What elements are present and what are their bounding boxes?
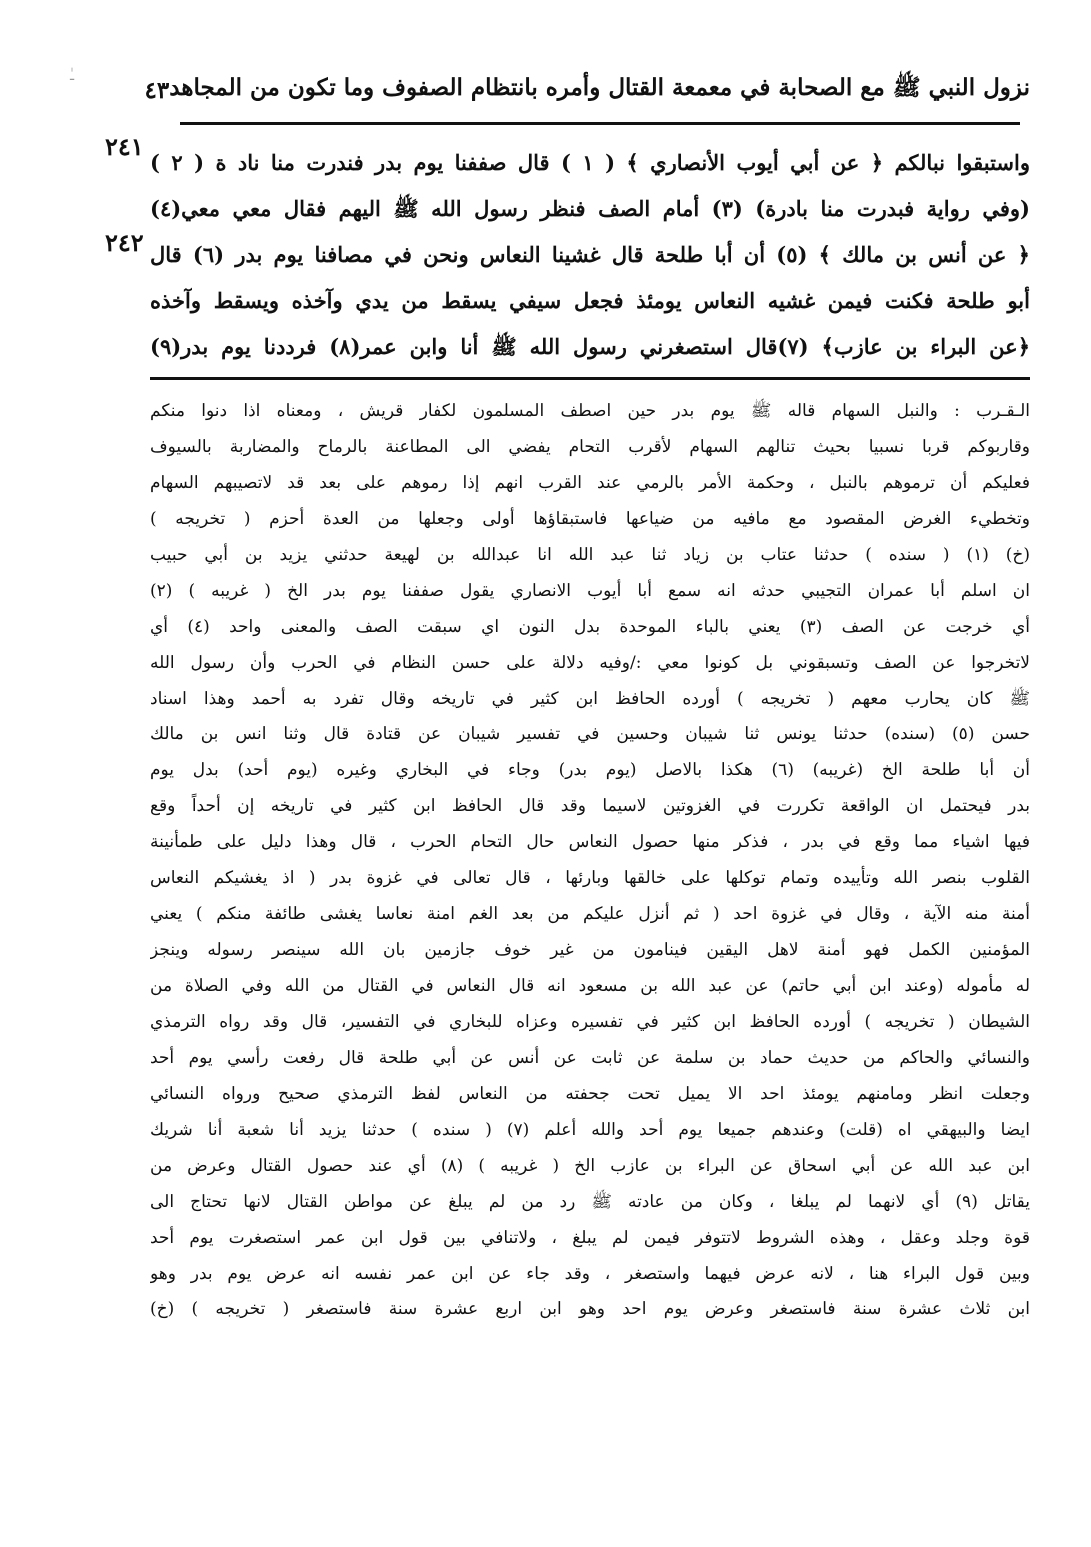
note-line-26: ابن ثلاث عشرة سنة فاستصغر وعرض يوم احد وهو ابن اربع عشرة سنة فاستصغر ( تخريجه ) (خ) (150, 1299, 1030, 1320)
note-line-24: قوة وجلد وعقل ، وهذه الشروط لاتتوفر فيمن لم يبلغ ، ولاتنافي بين قول ابن عمر استصغرت يوم أحد (150, 1227, 1030, 1248)
main-line-1: واستبقوا نبالكم ﴿ عن أبي أيوب الأنصاري ﴾ ( ١ ) قال صففنا يوم بدر فندرت منا ناد ة ( ٢ ) (150, 150, 1030, 175)
note-line-15: أمنة منه الآية ، وقال في غزوة احد ( ثم أنزل عليكم من بعد الغم امنة نعاسا يغشى طائفة منكم ) يعني (150, 904, 1030, 925)
note-line-2: وقاربوكم قربا نسبيا بحيث تنالهم السهام لأقرب التحام يفضي الى المطاعنة بالرماح والمضاربة بالسيوف (150, 436, 1030, 457)
note-line-8: لاتخرجوا عن الصف وتسبقوني بل كونوا معي :/وفيه دلالة على حسن النظام في الحرب وأن رسول الله (150, 652, 1030, 673)
note-line-17: له مأموله (وعند ابن أبي حاتم) عن عبد الله بن مسعود انه قال النعاس في القتال من الله وفي الصلاة من (150, 976, 1030, 996)
main-line-3: ﴿ عن أنس بن مالك ﴾ (٥) أن أبا طلحة قال غشينا النعاس ونحن في مصافنا يوم بدر (٦) قال (150, 242, 1030, 267)
footnotes-block (150, 393, 1030, 1327)
note-line-6: ان اسلم أبا عمران التجيبي حدثه انه سمع أبا أيوب الانصاري يقول صففنا يوم بدر الخ ( غريبه ) (٢) (150, 580, 1030, 601)
main-line-5: ﴿عن البراء بن عازب﴾ (٧)قال استصغرني رسول الله ﷺ أنا وابن عمر(٨) فرددنا يوم بدر(٩) (150, 334, 1030, 359)
hadith-number-242: ٢٤٢ (105, 228, 144, 257)
main-line-4: أبو طلحة فكنت فيمن غشيه النعاس يومئذ فجعل سيفي يسقط من يدي وآخذه ويسقط وآخذه (150, 288, 1030, 313)
note-line-9: ﷺ كان يحارب معهم ( تخريجه ) أورده الحافظ ابن كثير في تاريخه وقال تفرد به أحمد وهذا اسناد (150, 688, 1030, 709)
note-line-13: فيها اشياء مما وقع في بدر ، فذكر منها حصول النعاس حال التحام الحرب ، قال وهذا دليل على طمأنينة (150, 832, 1030, 853)
note-line-5: (خ) (١) ( سنده ) حدثنا عتاب بن زياد ثنا عبد الله انا عبدالله بن لهيعة حدثني يزيد بن أبي حبيب (150, 544, 1030, 565)
note-line-18: الشيطان ( تخريجه ) أورده الحافظ ابن كثير في تفسيره وعزاه للبخاري في التفسير، قال وقد رواه الترمذي (150, 1011, 1030, 1032)
running-header (144, 70, 1030, 110)
top-divider (180, 122, 1020, 125)
main-text-block (150, 140, 1030, 370)
note-line-14: القلوب بنصر الله وتأييده وتمام توكلها على خالقها وبارئها ، قال تعالى في غزوة بدر ( اذ يغشيكم النعاس (150, 868, 1030, 889)
note-line-23: يقاتل (٩) أي لانهما لم يبلغا ، وكان من عادته ﷺ رد من لم يبلغ عن مواطن القتال لانها تحتاج الى (150, 1191, 1030, 1212)
note-line-20: وجعلت انظر ومامنهم يومئذ احد الا يميل تحت جحفته من النعاس لفظ الترمذي صحيح ورواه النسائي (150, 1083, 1030, 1104)
main-line-2: (وفي رواية فبدرت منا بادرة) (٣) أمام الصف فنظر رسول الله ﷺ اليهم فقال معي معي(٤) (150, 196, 1030, 221)
note-line-11: أن أبا طلحة الخ (غريبه) (٦) هكذا بالاصل (يوم بدر) وجاء في البخاري وغيره (يوم أحد) بدل يوم (150, 760, 1030, 781)
note-line-4: وتخطيء الغرض المقصود مع مافيه من ضياعها فاستبقاؤها أولى وجعلها من العدة أحزم ( تخريجه ) (150, 508, 1030, 529)
note-line-1: الـقـرب : والنبل السهام قاله ﷺ يوم بدر حين اصطف المسلمون لكفار قريش ، ومعناه اذا دنوا منكم (150, 401, 1030, 421)
note-line-3: فعليكم أن ترموهم بالنبل ، وحكمة الأمر بالرمي عند القرب انهم إذا رموهم على بعد قد لاتصيبهم السهام (150, 472, 1030, 493)
note-line-21: ايضا والبيهقي اه (قلت) وعندهم جميعا يوم أحد والله أعلم (٧) ( سنده ) حدثنا يزيد أنا شعبة أنا شريك (150, 1119, 1030, 1140)
note-line-7: أي خرجت عن الصف (٣) يعني بالباء الموحدة بدل النون اي سبقت الصف والمعنى واحد (٤) أي (150, 616, 1030, 637)
note-line-16: المؤمنين الكمل فهو أمنة لاهل اليقين فينامون من غير خوف جازمين بان الله سينصر رسوله وينجز (150, 940, 1030, 961)
note-line-22: ابن عبد الله عن أبي اسحاق عن البراء بن عازب الخ ( غريبه ) (٨) أي عند حصول القتال وعرض من (150, 1155, 1030, 1176)
note-line-10: حسن (٥) (سنده) حدثنا يونس ثنا شيبان وحسين في تفسير شيبان عن قتادة قال وثنا انس بن مالك (150, 724, 1030, 745)
page-number: ٤٣ (144, 76, 170, 104)
corner-mark: ـٰ (70, 68, 75, 84)
note-line-25: وبين قول البراء هنا ، لانه عرض فيهما واستصغر ، وقد جاء عن ابن عمر نفسه انه عرض يوم بدر وهو (150, 1263, 1030, 1284)
note-line-19: والنسائي والحاكم من حديث حماد بن سلمة عن ثابت عن أنس عن أبي طلحة قال رفعت رأسي يوم أحد (150, 1047, 1030, 1068)
footnote-divider (150, 377, 1030, 380)
note-line-12: بدر فيحتمل ان الواقعة تكررت في الغزوتين لاسيما وقد قال الحافظ ابن كثير في تاريخه إن أحداً وقع (150, 796, 1030, 817)
hadith-number-241: ٢٤١ (105, 132, 144, 161)
header-title: نزول النبي ﷺ مع الصحابة في معمعة القتال وأمره بانتظام الصفوف وما تكون من المجاهد (169, 74, 1030, 101)
